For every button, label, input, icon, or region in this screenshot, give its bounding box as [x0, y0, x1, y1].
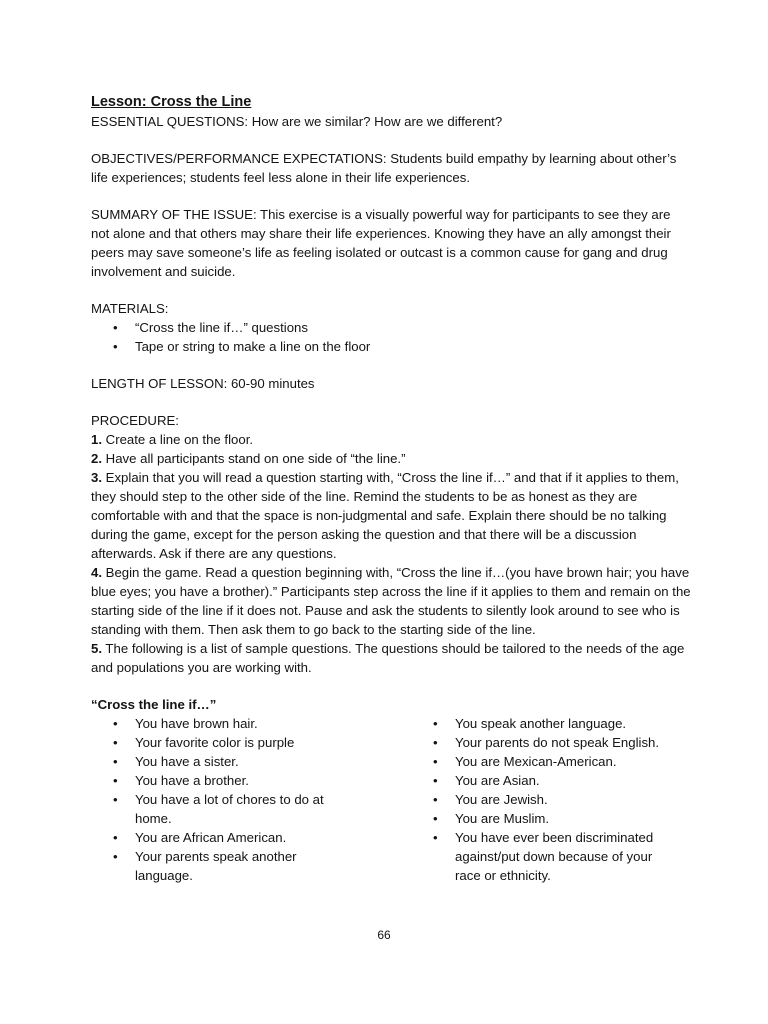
step-text: The following is a list of sample questions. The questions should be tailored to the needs of the age and populations you are working with.: [91, 641, 685, 675]
question-item: • Your parents do not speak English.: [433, 733, 673, 752]
question-item: • You are African American.: [113, 828, 411, 847]
step-number: 1.: [91, 432, 102, 447]
procedure-section: [91, 411, 691, 677]
question-item: • You are Asian.: [433, 771, 673, 790]
question-item: • You speak another language.: [433, 714, 673, 733]
summary-of-issue: SUMMARY OF THE ISSUE: This exercise is a visually powerful way for participants to see they are not alone and that others may share their life experiences. Knowing they have an ally amongst their peers may save someone’s life as feeling isolated or outcast is a common cause for gang and drug involvement and suicide.: [91, 207, 671, 279]
question-item: • Your parents speak another language.: [113, 847, 335, 885]
question-item: • You are Jewish.: [433, 790, 673, 809]
question-item: • You have ever been discriminated against/put down because of your race or ethnicity.: [433, 828, 671, 885]
question-item: • You have a brother.: [113, 771, 411, 790]
materials-section: [91, 299, 691, 356]
question-list-right: [411, 714, 673, 885]
step-number: 4.: [91, 565, 102, 580]
question-column-left: [91, 714, 411, 885]
lesson-length: LENGTH OF LESSON: 60-90 minutes: [91, 376, 315, 391]
question-item: • Your favorite color is purple: [113, 733, 411, 752]
materials-heading: MATERIALS:: [91, 301, 169, 316]
procedure-step: [91, 430, 691, 449]
cross-the-line-heading: “Cross the line if…”: [91, 697, 217, 712]
question-item: • You have brown hair.: [113, 714, 411, 733]
procedure-step: [91, 449, 691, 468]
materials-item: • Tape or string to make a line on the floor: [113, 337, 691, 356]
page-number: 66: [377, 928, 391, 942]
materials-item: • “Cross the line if…” questions: [113, 318, 691, 337]
procedure-step: [91, 639, 691, 677]
step-number: 2.: [91, 451, 102, 466]
step-text: Have all participants stand on one side of “the line.”: [102, 451, 406, 466]
procedure-heading: PROCEDURE:: [91, 413, 179, 428]
question-item: • You are Mexican-American.: [433, 752, 673, 771]
step-text: Begin the game. Read a question beginning with, “Cross the line if…(you have brown hair; you have blue eyes; you have a brother).” Participants step across the line if it applies to them and remain on the starting side of the line if it does not. Pause and ask the students to silently look around to see who is standing with them. Then ask them to go back to the starting side of the line.: [91, 565, 691, 637]
materials-list: [91, 318, 691, 356]
document-page: [91, 92, 691, 885]
step-number: 3.: [91, 470, 102, 485]
procedure-step: [91, 563, 691, 639]
question-columns: [91, 714, 691, 885]
step-text: Explain that you will read a question starting with, “Cross the line if…” and that if it applies to them, they should step to the other side of the line. Remind the students to be as honest as they are comfortable with and that the space is non-judgmental and safe. Explain there should be no talking during the game, except for the person asking the question and that there will be a discussion afterwards. Ask if there are any questions.: [91, 470, 679, 561]
question-list-left: [91, 714, 411, 885]
question-item: • You have a sister.: [113, 752, 411, 771]
step-text: Create a line on the floor.: [102, 432, 254, 447]
question-item: • You are Muslim.: [433, 809, 673, 828]
essential-questions: ESSENTIAL QUESTIONS: How are we similar? How are we different?: [91, 114, 503, 129]
question-item: • You have a lot of chores to do at home.: [113, 790, 341, 828]
objectives: OBJECTIVES/PERFORMANCE EXPECTATIONS: Students build empathy by learning about other’s life experiences; students feel less alone in their life experiences.: [91, 151, 677, 185]
step-number: 5.: [91, 641, 102, 656]
question-column-right: [411, 714, 673, 885]
lesson-title: Lesson: Cross the Line: [91, 94, 252, 110]
procedure-step: [91, 468, 691, 563]
